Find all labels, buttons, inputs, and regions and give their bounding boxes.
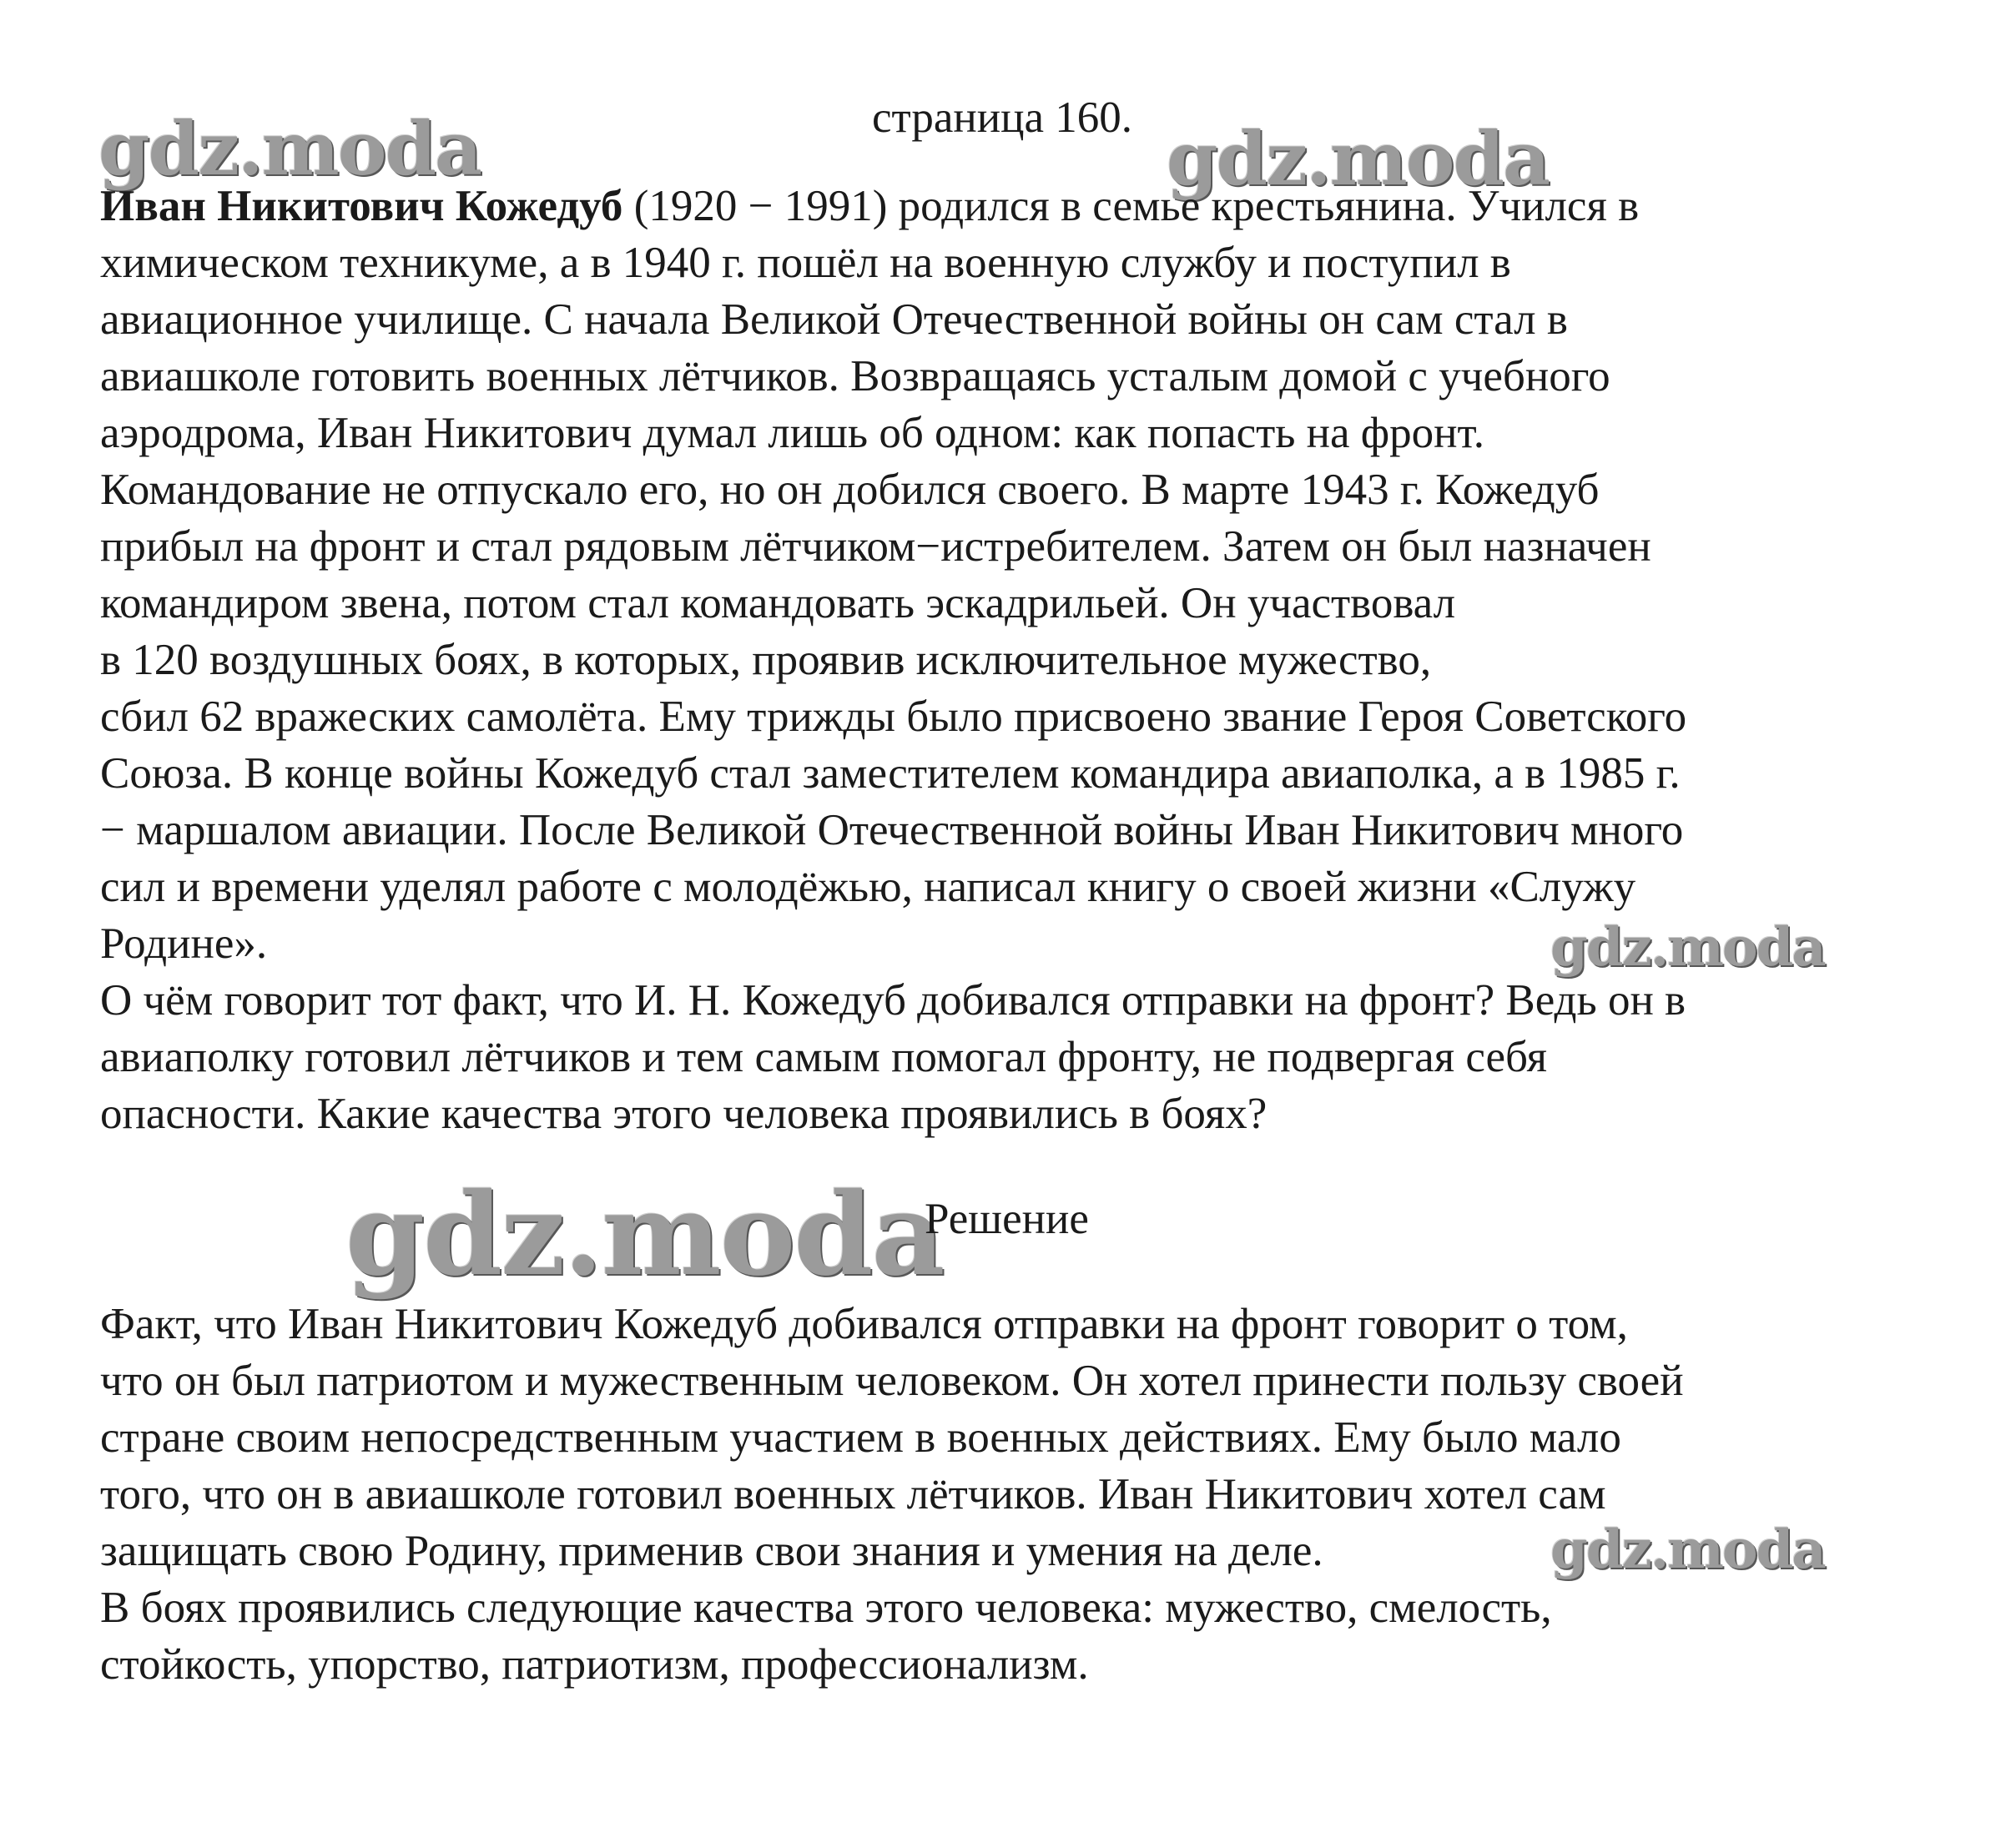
text-line: − маршалом авиации. После Великой Отечественной войны Иван Никитович много — [100, 806, 1684, 854]
text-line: стойкость, упорство, патриотизм, профессионализм. — [100, 1640, 1089, 1689]
person-name: Иван Никитович Кожедуб — [100, 182, 623, 230]
text-line: командиром звена, потом стал командовать эскадрильей. Он участвовал — [100, 579, 1456, 627]
text-line: авиаполку готовил лётчиков и тем самым помогал фронту, не подвергая себя — [100, 1033, 1548, 1081]
answer-paragraph — [100, 1296, 1969, 1693]
watermark-logo: gdz.moda — [1550, 916, 1825, 979]
watermark-logo: gdz.moda — [1550, 1518, 1825, 1581]
text-line: опасности. Какие качества этого человека проявились в боях? — [100, 1090, 1268, 1138]
text-line: Командование не отпускало его, но он добился своего. В марте 1943 г. Кожедуб — [100, 466, 1600, 514]
question-paragraph — [100, 972, 1969, 1142]
text-line: что он был патриотом и мужественным человеком. Он хотел принести пользу своей — [100, 1357, 1684, 1405]
text-line: прибыл на фронт и стал рядовым лётчиком−истребителем. Затем он был назначен — [100, 522, 1651, 571]
text-line: О чём говорит тот факт, что И. Н. Кожедуб добивался отправки на фронт? Ведь он в — [100, 976, 1686, 1025]
watermark-logo: gdz.moda — [1167, 115, 1550, 202]
text-line: в 120 воздушных боях, в которых, проявив исключительное мужество, — [100, 636, 1432, 684]
text-line: В боях проявились следующие качества этого человека: мужество, смелость, — [100, 1584, 1552, 1632]
text-line: Союза. В конце войны Кожедуб стал заместителем командира авиаполка, а в 1985 г. — [100, 749, 1681, 798]
text-line: Факт, что Иван Никитович Кожедуб добивался отправки на фронт говорит о том, — [100, 1300, 1628, 1348]
text-line: аэродрома, Иван Никитович думал лишь об одном: как попасть на фронт. — [100, 409, 1484, 457]
biography-paragraph — [100, 178, 1969, 972]
text-line: авиашколе готовить военных лётчиков. Возвращаясь усталым домой с учебного — [100, 352, 1610, 400]
text-line: защищать свою Родину, применив свои знания и умения на деле. — [100, 1527, 1323, 1575]
page-number: страница 160. — [872, 93, 1132, 142]
watermark-logo: gdz.moda — [98, 105, 481, 192]
text-segment: (1920 − 1991) родился в семье крестьянина. Учился в — [622, 182, 1640, 230]
solution-heading: Решение — [925, 1195, 1089, 1243]
text-line — [100, 178, 1969, 234]
text-line: Родине». — [100, 919, 268, 968]
text-line: стране своим непосредственным участием в военных действиях. Ему было мало — [100, 1413, 1621, 1462]
watermark-logo: gdz.moda — [345, 1168, 944, 1302]
text-line: сбил 62 вражеских самолёта. Ему трижды было присвоено звание Героя Советского — [100, 692, 1687, 741]
text-line: химическом техникуме, а в 1940 г. пошёл на военную службу и поступил в — [100, 239, 1511, 287]
text-line: авиационное училище. С начала Великой Отечественной войны он сам стал в — [100, 295, 1568, 344]
text-line: сил и времени уделял работе с молодёжью, написал книгу о своей жизни «Служу — [100, 863, 1636, 911]
text-line: того, что он в авиашколе готовил военных лётчиков. Иван Никитович хотел сам — [100, 1470, 1606, 1518]
